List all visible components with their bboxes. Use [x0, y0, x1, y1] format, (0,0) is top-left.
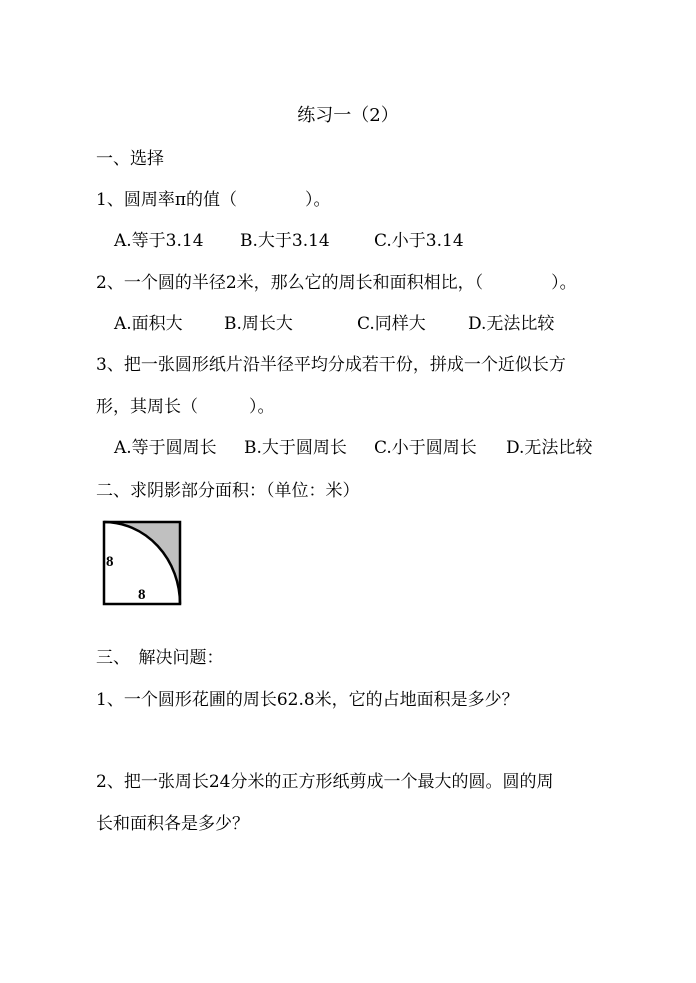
q1-2-option-a: A.面积大: [114, 314, 183, 334]
question-1-2: 2、一个圆的半径2米，那么它的周长和面积相比，（ ）。: [96, 273, 577, 293]
q1-3-option-c: C.小于圆周长: [374, 438, 477, 458]
q1-1-option-c: C.小于3.14: [374, 231, 464, 251]
question-1-3-line2: 形，其周长（ ）。: [96, 397, 275, 417]
q1-2-option-c: C.同样大: [357, 314, 426, 334]
bottom-length-label: 8: [138, 587, 146, 603]
section2-heading: 二、求阴影部分面积：（单位：米）: [96, 481, 360, 501]
question-3-1: 1、一个圆形花圃的周长62.8米，它的占地面积是多少？: [96, 690, 519, 710]
page-title: 练习一（2）: [297, 105, 399, 126]
section3-heading: 三、 解决问题：: [96, 648, 224, 668]
q1-3-option-b: B.大于圆周长: [244, 438, 347, 458]
q1-2-option-b: B.周长大: [224, 314, 293, 334]
question-3-2-line1: 2、把一张周长24分米的正方形纸剪成一个最大的圆。圆的周: [96, 772, 554, 792]
q1-1-option-b: B.大于3.14: [240, 231, 330, 251]
side-length-label: 8: [106, 554, 114, 570]
q1-1-option-a: A.等于3.14: [114, 231, 204, 251]
question-1-3-line1: 3、把一张圆形纸片沿半径平均分成若干份，拼成一个近似长方: [96, 355, 566, 375]
question-3-2-line2: 长和面积各是多少？: [96, 814, 249, 834]
shaded-area-figure: [100, 518, 184, 606]
q1-3-option-a: A.等于圆周长: [114, 438, 217, 458]
section1-heading: 一、选择: [96, 149, 164, 169]
question-1-1: 1、圆周率π的值（ ）。: [96, 190, 331, 210]
q1-2-option-d: D.无法比较: [468, 314, 555, 334]
q1-3-option-d: D.无法比较: [506, 438, 593, 458]
